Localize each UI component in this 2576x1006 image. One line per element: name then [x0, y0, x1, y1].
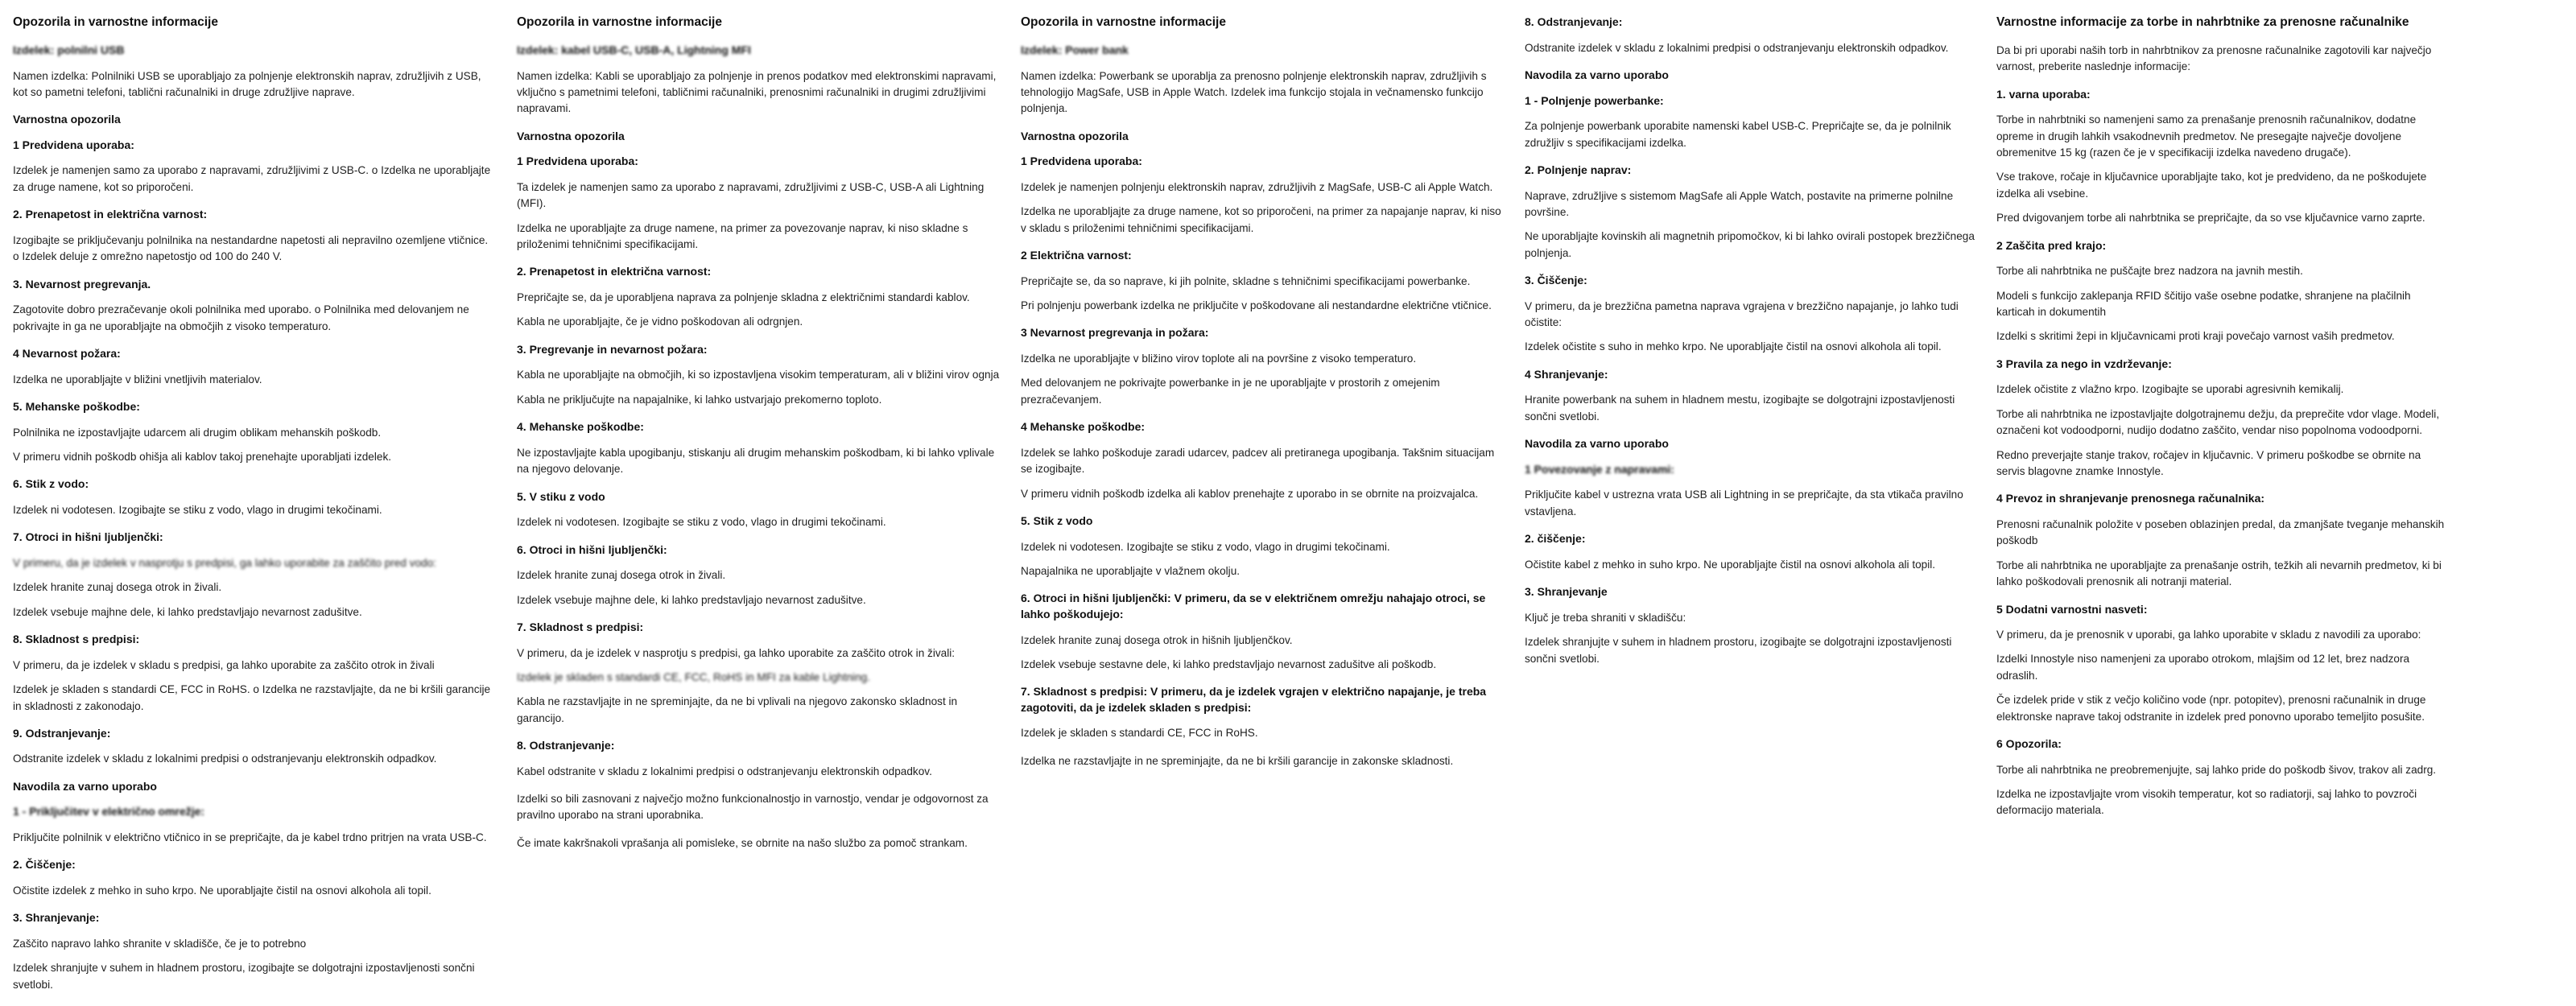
section-heading: 8. Skladnost s predpisi: [13, 633, 140, 646]
column-title: Opozorila in varnostne informacije [1021, 15, 1226, 29]
section-heading: 2. čiščenje: [1525, 532, 1586, 546]
section-heading: 2 Zaščita pred krajo: [1996, 238, 2107, 252]
section-heading: 5. Stik z vodo [1021, 513, 1093, 527]
section-heading: 2 Električna varnost: [1021, 249, 1132, 262]
paragraph: Ključ je treba shraniti v skladišču: [1525, 611, 1686, 624]
paragraph: Kabel odstranite v skladu z lokalnimi predpisi o odstranjevanju elektronskih odpadkov. [517, 765, 932, 777]
paragraph: Izdelek je namenjen polnjenju elektronskih naprav, združljivih z MagSafe, USB-C ali Apple Watch. [1021, 180, 1493, 193]
section-heading: 5. Mehanske poškodbe: [13, 400, 140, 413]
section-heading: 6. Otroci in hišni ljubljenčki: V primeru, da se v električnem omrežju nahajajo otroci, se lahko poškodujejo: [1021, 592, 1486, 621]
column-body [1021, 68, 1504, 770]
section-heading: 5. V stiku z vodo [517, 489, 605, 503]
paragraph: Izdelek je skladen s standardi CE, FCC in RoHS. o Izdelka ne razstavljajte, da ne bi kršili garancije in skladnosti z zakonodajo. [13, 683, 491, 712]
paragraph: Izdelka ne izpostavljajte vrom visokih temperatur, kot so radiatorji, saj lahko to povzroči deformacijo materiala. [1996, 788, 2417, 817]
paragraph: Pred dvigovanjem torbe ali nahrbtnika se prepričajte, da so vse ključavnice varno zaprte. [1996, 212, 2425, 225]
section-heading: 3 Nevarnost pregrevanja in požara: [1021, 326, 1209, 340]
paragraph: Izdelek vsebuje majhne dele, ki lahko predstavljajo nevarnost zadušitve. [13, 605, 362, 618]
paragraph: Napajalnika ne uporabljajte v vlažnem okolju. [1021, 564, 1241, 577]
section-heading: 8. Odstranjevanje: [517, 739, 615, 752]
section-heading: 6 Opozorila: [1996, 737, 2062, 751]
paragraph: Izdelka ne razstavljajte in ne spreminjajte, da ne bi kršili garancije in zakonske skladnosti. [1021, 754, 1454, 767]
section-heading: 2. Prenapetost in električna varnost: [517, 265, 712, 278]
section-heading: 7. Skladnost s predpisi: V primeru, da je izdelek vgrajen v električno napajanje, je treba zagotoviti, da je izdelek skladen s predpisi: [1021, 685, 1487, 714]
paragraph: Torbe ali nahrbtnika ne puščajte brez nadzora na javnih mestih. [1996, 265, 2303, 278]
paragraph: Odstranite izdelek v skladu z lokalnimi predpisi o odstranjevanju elektronskih odpadkov. [1525, 41, 1949, 54]
section-heading: 5 Dodatni varnostni nasveti: [1996, 602, 2148, 616]
paragraph: Če izdelek pride v stik z večjo količino vode (npr. potopitev), prenosni računalnik in druge elektronske naprave takoj odstranite in izdelek pred ponovno uporabo temeljito posušite. [1996, 694, 2426, 723]
paragraph: Izdelek se lahko poškoduje zaradi udarcev, padcev ali pretiranega upogibanja. Takšnim situacijam se izogibajte. [1021, 446, 1495, 476]
column-usb-c-cable [13, 14, 496, 1006]
paragraph: V primeru, da je izdelek v nasprotju s predpisi, ga lahko uporabite za zaščito pred vodo: [13, 556, 436, 569]
paragraph: Med delovanjem ne pokrivajte powerbanke in je ne uporabljajte v prostorih z omejenim prezračevanjem. [1021, 377, 1440, 406]
column-body [1525, 14, 1975, 667]
paragraph: Izdelek hranite zunaj dosega otrok in hišnih ljubljenčkov. [1021, 633, 1293, 646]
paragraph: Izdelek očistite z vlažno krpo. Izogibajte se uporabi agresivnih kemikalij. [1996, 383, 2344, 396]
section-heading: 1 Predvidena uporaba: [1021, 155, 1142, 168]
paragraph: Kabla ne razstavljajte in ne spreminjajte, da ne bi vplivali na njegovo zakonsko skladnost in garancijo. [517, 695, 958, 724]
paragraph: Da bi pri uporabi naših torb in nahrbtnikov za prenosne računalnike zagotovili kar največjo varnost, preberite naslednje informacije: [1996, 43, 2432, 73]
paragraph: Hranite powerbank na suhem in hladnem mestu, izogibajte se dolgotrajni izpostavljenosti sončni svetlobi. [1525, 394, 1955, 423]
column-body [517, 68, 1000, 852]
column-title: Opozorila in varnostne informacije [13, 15, 218, 29]
paragraph: Izdelek hranite zunaj dosega otrok in živali. [517, 569, 726, 582]
paragraph: Izdelek vsebuje majhne dele, ki lahko predstavljajo nevarnost zadušitve. [517, 593, 866, 606]
paragraph: Izdelki s skritimi žepi in ključavnicami proti kraji povečajo varnost vaših predmetov. [1996, 330, 2395, 343]
paragraph: Izdelek očistite s suho in mehko krpo. Ne uporabljajte čistil na osnovi alkohola ali topil. [1525, 340, 1942, 353]
paragraph: V primeru, da je brezžična pametna naprava vgrajena v brezžično napajanje, jo lahko tudi očistite: [1525, 299, 1959, 329]
section-heading: 1 Povezovanje z napravami: [1525, 462, 1674, 476]
section-heading: 4. Mehanske poškodbe: [517, 420, 644, 434]
paragraph: Ne izpostavljajte kabla upogibanju, stiskanju ali drugim mehanskim poškodbam, ki bi lahko vplivale na njegovo delovanje. [517, 446, 995, 476]
section-heading: 2. Prenapetost in električna varnost: [13, 208, 208, 221]
paragraph: V primeru, da je izdelek v nasprotju s predpisi, ga lahko uporabite za zaščito otrok in živali: [517, 646, 956, 659]
paragraph: V primeru vidnih poškodb izdelka ali kablov prenehajte z uporabo in se obrnite na proizvajalca. [1021, 487, 1479, 500]
column-powerbank [1021, 14, 1504, 1006]
paragraph: Prepričajte se, da je uporabljena naprava za polnjenje skladna z električnimi standardi kablov. [517, 291, 970, 304]
column-title: Opozorila in varnostne informacije [517, 15, 722, 29]
paragraph: Izdelek ni vodotesen. Izogibajte se stiku z vodo, vlago in drugimi tekočinami. [1021, 540, 1390, 553]
column-body [1996, 43, 2447, 819]
column-usb-a-lightning-mfi [517, 14, 1000, 1006]
section-heading: 4 Mehanske poškodbe: [1021, 420, 1146, 434]
paragraph: Izdelka ne uporabljajte v bližini vnetljivih materialov. [13, 373, 262, 385]
section-heading: Varnostna opozorila [517, 129, 625, 142]
paragraph: Odstranite izdelek v skladu z lokalnimi predpisi o odstranjevanju elektronskih odpadkov. [13, 752, 437, 765]
section-heading: 1. varna uporaba: [1996, 87, 2091, 101]
paragraph: Namen izdelka: Powerbank se uporablja za prenosno polnjenje elektronskih naprav, združljivih s tehnologijo MagSafe, USB in Apple Watch. Izdelek ima funkcijo stojala in večnamensko funkcijo polnjenja. [1021, 69, 1487, 115]
paragraph: Očistite izdelek z mehko in suho krpo. Ne uporabljajte čistil na osnovi alkohola ali topil. [13, 884, 431, 897]
paragraph: Izdelki so bili zasnovani z največjo možno funkcionalnostjo in varnostjo, vendar je odgovornost za pravilno uporabo na strani uporabnika. [517, 793, 989, 822]
section-heading: 6. Stik z vodo: [13, 477, 89, 491]
paragraph: Priključite polnilnik v električno vtičnico in se prepričajte, da je kabel trdno pritrjen na vrata USB-C. [13, 831, 487, 844]
paragraph: Ta izdelek je namenjen samo za uporabo z napravami, združljivimi z USB-C, USB-A ali Lightning (MFI). [517, 180, 985, 210]
paragraph: Izdelki Innostyle niso namenjeni za uporabo otrokom, mlajšim od 12 let, brez nadzora odraslih. [1996, 653, 2410, 682]
paragraph: Prenosni računalnik položite v poseben oblazinjen predal, da zmanjšate tveganje mehanskih poškodb [1996, 517, 2445, 547]
section-heading: 2. Polnjenje naprav: [1525, 163, 1632, 176]
paragraph: V primeru, da je izdelek v skladu s predpisi, ga lahko uporabite za zaščito otrok in živali [13, 658, 435, 671]
paragraph: Izogibajte se priključevanju polnilnika na nestandardne napetosti ali nepravilno ozemljene vtičnice. o Izdelek deluje z omrežno napetostjo od 100 do 240 V. [13, 233, 489, 263]
section-heading: Navodila za varno uporabo [13, 779, 157, 793]
section-heading: 9. Odstranjevanje: [13, 726, 111, 740]
paragraph: V primeru vidnih poškodb ohišja ali kablov takoj prenehajte uporabljati izdelek. [13, 450, 392, 463]
paragraph: Če imate kakršnakoli vprašanja ali pomisleke, se obrnite na našo službo za pomoč strankam. [517, 836, 968, 849]
paragraph: Za polnjenje powerbank uporabite namenski kabel USB-C. Prepričajte se, da je polnilnik združljiv s specifikacijami izdelka. [1525, 120, 1951, 149]
section-heading: 2. Čiščenje: [13, 858, 76, 872]
paragraph: Zagotovite dobro prezračevanje okoli polnilnika med uporabo. o Polnilnika med delovanjem ne pokrivajte in ga ne uporabljajte na območjih z visoko temperaturo. [13, 303, 469, 332]
section-heading: 6. Otroci in hišni ljubljenčki: [517, 542, 667, 556]
paragraph: Priključite kabel v ustrezna vrata USB ali Lightning in se prepričajte, da sta vtikača pravilno vstavljena. [1525, 489, 1963, 517]
paragraph: Namen izdelka: Kabli se uporabljajo za polnjenje in prenos podatkov med elektronskimi napravami, vključno s pametnimi telefoni, tabličnimi računalniki, prenosnimi računalniki in drugimi združljivimi napravami. [517, 69, 997, 115]
paragraph: Zaščito napravo lahko shranite v skladišče, če je to potrebno [13, 938, 307, 950]
paragraph: Izdelka ne uporabljajte za druge namene, kot so priporočeni, na primer za napajanje naprav, ki niso v skladu s priloženimi tehničnimi specifikacijami. [1021, 205, 1501, 234]
column-laptop-backpack [1996, 14, 2447, 1006]
paragraph: Izdelek je skladen s standardi CE, FCC, RoHS in MFI za kable Lightning. [517, 670, 870, 683]
paragraph: Prepričajte se, da so naprave, ki jih polnite, skladne s tehničnimi specifikacijami powerbanke. [1021, 274, 1471, 287]
section-heading: 1 Predvidena uporaba: [517, 155, 638, 168]
paragraph: Torbe ali nahrbtnika ne uporabljajte za prenašanje ostrih, težkih ali nevarnih predmetov, ki bi lahko poškodovali prenosnik ali notranji material. [1996, 559, 2442, 588]
paragraph: Namen izdelka: Polnilniki USB se uporabljajo za polnjenje elektronskih naprav, združljivih z USB, kot so pametni telefoni, tablični računalniki in druge združljive naprave. [13, 69, 481, 98]
paragraph: Kabla ne uporabljajte na območjih, ki so izpostavljena visokim temperaturam, ali v bližini virov ognja [517, 369, 1000, 381]
section-heading: 1 - Priključitev v električno omrežje: [13, 805, 205, 818]
section-heading: 3 Pravila za nego in vzdrževanje: [1996, 357, 2172, 370]
paragraph: Izdelek ni vodotesen. Izogibajte se stiku z vodo, vlago in drugimi tekočinami. [517, 516, 886, 529]
paragraph: Izdelek shranjujte v suhem in hladnem prostoru, izogibajte se dolgotrajni izpostavljenosti sončni svetlobi. [13, 962, 475, 991]
paragraph: Izdelka ne uporabljajte za druge namene, na primer za povezovanje naprav, ki niso skladne s priloženimi tehničnimi specifikacijami. [517, 221, 968, 251]
product-line: Izdelek: polnilni USB [13, 43, 125, 56]
paragraph: Naprave, združljive s sistemom MagSafe ali Apple Watch, postavite na primerne polnilne površine. [1525, 189, 1954, 218]
paragraph: Izdelek vsebuje sestavne dele, ki lahko predstavljajo nevarnost zadušitve ali poškodb. [1021, 658, 1437, 670]
paragraph: Izdelek shranjujte v suhem in hladnem prostoru, izogibajte se dolgotrajni izpostavljenosti sončni svetlobi. [1525, 636, 1952, 665]
paragraph: Izdelka ne uporabljajte v bližino virov toplote ali na površine z visoko temperaturo. [1021, 353, 1417, 365]
section-heading: 3. Shranjevanje [1525, 585, 1608, 599]
section-heading: Varnostna opozorila [1021, 129, 1129, 142]
paragraph: Polnilnika ne izpostavljajte udarcem ali drugim oblikam mehanskih poškodb. [13, 426, 382, 439]
section-heading: 3. Čiščenje: [1525, 274, 1587, 287]
section-heading: 3. Shranjevanje: [13, 911, 100, 925]
paragraph: V primeru, da je prenosnik v uporabi, ga lahko uporabite v skladu z navodili za uporabo: [1996, 629, 2421, 641]
section-heading: 3. Nevarnost pregrevanja. [13, 277, 151, 291]
paragraph: Vse trakove, ročaje in ključavnice uporabljajte tako, kot je predvideno, da ne poškodujete izdelka ali vsebine. [1996, 171, 2427, 200]
section-heading: Navodila za varno uporabo [1525, 68, 1669, 81]
section-heading: 1 - Polnjenje powerbanke: [1525, 93, 1664, 107]
section-heading: 1 Predvidena uporaba: [13, 138, 134, 151]
paragraph: Torbe ali nahrbtnika ne preobremenjujte, saj lahko pride do poškodb šivov, trakov ali zadrg. [1996, 763, 2437, 776]
product-line: Izdelek: kabel USB-C, USB-A, Lightning MFI [517, 43, 751, 56]
section-heading: Varnostna opozorila [13, 113, 121, 126]
section-heading: 4 Shranjevanje: [1525, 367, 1608, 381]
section-heading: 8. Odstranjevanje: [1525, 15, 1623, 28]
section-heading: 3. Pregrevanje in nevarnost požara: [517, 342, 708, 356]
product-line: Izdelek: Power bank [1021, 43, 1129, 56]
paragraph: Očistite kabel z mehko in suho krpo. Ne uporabljajte čistil na osnovi alkohola ali topil. [1525, 558, 1936, 571]
paragraph: Izdelek hranite zunaj dosega otrok in živali. [13, 581, 222, 594]
section-heading: 7. Otroci in hišni ljubljenčki: [13, 530, 163, 544]
paragraph: Modeli s funkcijo zaklepanja RFID ščitijo vaše osebne podatke, shranjene na plačilnih karticah in dokumentih [1996, 289, 2411, 319]
paragraph: Torbe ali nahrbtnika ne izpostavljajte dolgotrajnemu dežju, da preprečite vdor vlage. Modeli, označeni kot vodoodporni, nudijo dodatno zaščito, vendar niso popolnoma vodoodporni. [1996, 407, 2440, 437]
section-heading: 7. Skladnost s predpisi: [517, 620, 644, 633]
paragraph: Izdelek je skladen s standardi CE, FCC in RoHS. [1021, 727, 1258, 740]
column-powerbank-continued [1525, 14, 1975, 1006]
column-title: Varnostne informacije za torbe in nahrbtnike za prenosne računalnike [1996, 15, 2409, 29]
paragraph: Izdelek ni vodotesen. Izogibajte se stiku z vodo, vlago in drugimi tekočinami. [13, 503, 382, 516]
section-heading: 4 Prevoz in shranjevanje prenosnega računalnika: [1996, 492, 2265, 505]
paragraph: Redno preverjajte stanje trakov, ročajev in ključavnic. V primeru poškodbe se obrnite na servis blagovne znamke Innostyle. [1996, 448, 2421, 477]
paragraph: Pri polnjenju powerbank izdelka ne priključite v poškodovane ali nestandardne električne vtičnice. [1021, 299, 1492, 312]
section-heading: Navodila za varno uporabo [1525, 437, 1669, 451]
paragraph: Torbe in nahrbtniki so namenjeni samo za prenašanje prenosnih računalnikov, dodatne opreme in drugih lahkih vsakodnevnih predmetov. Ne presegajte največje dovoljene obremenitve 15 kg (razen če je v specifikaciji izdelka navedeno drugače). [1996, 113, 2417, 159]
column-body [13, 68, 496, 994]
paragraph: Kabla ne priključujte na napajalnike, ki lahko ustvarjajo prekomerno toploto. [517, 393, 882, 406]
paragraph: Ne uporabljajte kovinskih ali magnetnih pripomočkov, ki bi lahko ovirali postopek brezžičnega polnjenja. [1525, 230, 1975, 259]
section-heading: 4 Nevarnost požara: [13, 347, 121, 361]
paragraph: Kabla ne uporabljajte, če je vidno poškodovan ali odrgnjen. [517, 315, 803, 328]
paragraph: Izdelek je namenjen samo za uporabo z napravami, združljivimi z USB-C. o Izdelka ne uporabljajte za druge namene, kot so priporočeni. [13, 164, 491, 193]
